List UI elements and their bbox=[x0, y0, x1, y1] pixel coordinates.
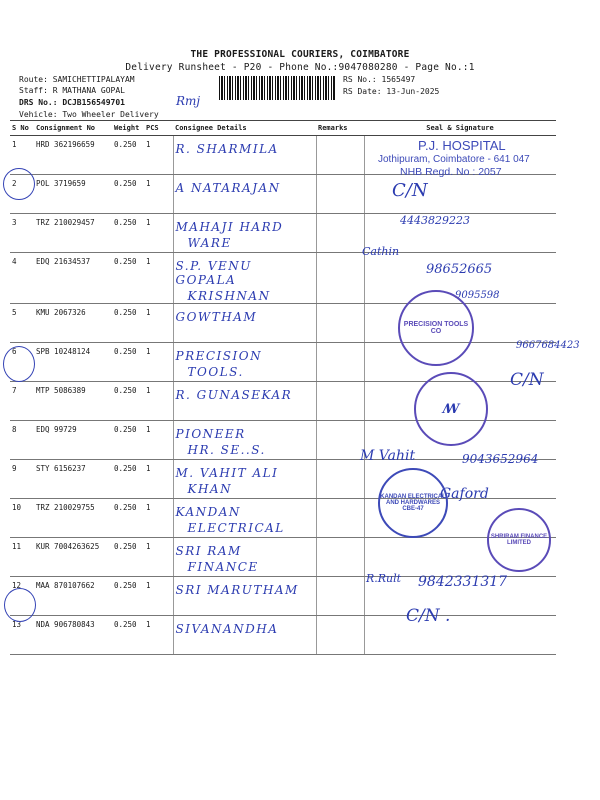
table-row bbox=[10, 538, 556, 577]
cell-pcs: 1 bbox=[144, 214, 173, 253]
consignee-line1: SRI MARUTHAM bbox=[175, 583, 299, 597]
cn-mark: C/N . bbox=[406, 606, 451, 626]
cell-consignee bbox=[173, 304, 316, 343]
cell-consignment: KUR 7004263625 bbox=[34, 538, 112, 577]
cell-consignee bbox=[173, 460, 316, 499]
table-row bbox=[10, 304, 556, 343]
hospital-stamp-regd: NHB Regd. No : 2057 bbox=[400, 166, 502, 178]
cell-consignee bbox=[173, 253, 316, 304]
round-seal-stamp: ꟿ bbox=[414, 372, 488, 446]
cell-sno: 6 bbox=[10, 343, 34, 382]
cell-pcs: 1 bbox=[144, 343, 173, 382]
cell-consignment: TRZ 210029755 bbox=[34, 499, 112, 538]
cell-sno: 13 bbox=[10, 616, 34, 655]
kandan-electrical-stamp: KANDAN ELECTRICAL AND HARDWARES CBE-47 bbox=[378, 468, 448, 538]
cell-sno: 9 bbox=[10, 460, 34, 499]
consignee-line2: TOOLS. bbox=[187, 365, 244, 379]
cell-consignee bbox=[173, 538, 316, 577]
signature: Cathin bbox=[362, 245, 400, 258]
cell-consignee bbox=[173, 616, 316, 655]
table-row bbox=[10, 214, 556, 253]
cell-sno: 11 bbox=[10, 538, 34, 577]
cell-pcs: 1 bbox=[144, 175, 173, 214]
cell-consignment: EDQ 21634537 bbox=[34, 253, 112, 304]
col-header-consignment: Consignment No bbox=[34, 121, 112, 136]
cell-pcs: 1 bbox=[144, 499, 173, 538]
cell-consignment: MTP 5086389 bbox=[34, 382, 112, 421]
cell-consignment: KMU 2067326 bbox=[34, 304, 112, 343]
cell-consignee bbox=[173, 421, 316, 460]
cell-remarks bbox=[316, 616, 364, 655]
cell-sno: 3 bbox=[10, 214, 34, 253]
cell-consignee bbox=[173, 382, 316, 421]
col-header-consignee: Consignee Details bbox=[173, 121, 316, 136]
consignee-line2: KRISHNAN bbox=[187, 289, 271, 303]
cell-weight: 0.250 bbox=[112, 382, 144, 421]
consignee-line2: ELECTRICAL bbox=[187, 521, 285, 535]
cell-consignment: NDA 906780843 bbox=[34, 616, 112, 655]
consignee-line2: KHAN bbox=[187, 482, 233, 496]
cell-pcs: 1 bbox=[144, 382, 173, 421]
shriram-finance-stamp: SHRIRAM FINANCE LIMITED bbox=[487, 508, 551, 572]
hospital-stamp-title: P.J. HOSPITAL bbox=[418, 138, 506, 153]
cell-pcs: 1 bbox=[144, 421, 173, 460]
cell-remarks bbox=[316, 175, 364, 214]
cell-remarks bbox=[316, 382, 364, 421]
consignee-line1: A NATARAJAN bbox=[175, 181, 281, 195]
precision-tools-stamp: PRECISION TOOLS CO bbox=[398, 290, 474, 366]
scribble-mark: Rmj bbox=[176, 94, 201, 108]
consignee-line1: R. GUNASEKAR bbox=[175, 388, 293, 402]
cell-weight: 0.250 bbox=[112, 304, 144, 343]
cn-mark: C/N bbox=[392, 180, 428, 201]
handwritten-phone: 98652665 bbox=[426, 262, 493, 277]
cell-pcs: 1 bbox=[144, 460, 173, 499]
cell-weight: 0.250 bbox=[112, 577, 144, 616]
cell-pcs: 1 bbox=[144, 304, 173, 343]
consignee-line1: S.P. VENU GOPALA bbox=[175, 259, 252, 287]
cell-consignee bbox=[173, 214, 316, 253]
handwritten-circle bbox=[4, 588, 36, 622]
cell-consignee bbox=[173, 136, 316, 175]
consignee-line2: HR. SE..S. bbox=[187, 443, 266, 457]
consignee-line1: M. VAHIT ALI bbox=[175, 466, 279, 480]
rs-number: RS No.: 1565497 bbox=[343, 75, 416, 84]
signature: R.Rult bbox=[366, 572, 402, 585]
cell-sno: 5 bbox=[10, 304, 34, 343]
cell-pcs: 1 bbox=[144, 253, 173, 304]
cell-weight: 0.250 bbox=[112, 136, 144, 175]
cell-remarks bbox=[316, 577, 364, 616]
cell-weight: 0.250 bbox=[112, 460, 144, 499]
cell-remarks bbox=[316, 538, 364, 577]
cell-sno: 10 bbox=[10, 499, 34, 538]
table-row bbox=[10, 499, 556, 538]
cell-weight: 0.250 bbox=[112, 253, 144, 304]
consignee-line1: SIVANANDHA bbox=[175, 622, 279, 636]
route-label: Route: SAMICHETTIPALAYAM bbox=[19, 75, 135, 84]
cell-remarks bbox=[316, 214, 364, 253]
cell-consignee bbox=[173, 175, 316, 214]
cell-weight: 0.250 bbox=[112, 343, 144, 382]
cell-consignment: POL 3719659 bbox=[34, 175, 112, 214]
cell-remarks bbox=[316, 343, 364, 382]
cell-remarks bbox=[316, 136, 364, 175]
cell-sno: 8 bbox=[10, 421, 34, 460]
handwritten-circle bbox=[3, 168, 35, 200]
cell-weight: 0.250 bbox=[112, 616, 144, 655]
cell-pcs: 1 bbox=[144, 616, 173, 655]
col-header-remarks: Remarks bbox=[316, 121, 364, 136]
cell-consignee bbox=[173, 577, 316, 616]
document-title: THE PROFESSIONAL COURIERS, COIMBATORE bbox=[190, 49, 410, 60]
cell-weight: 0.250 bbox=[112, 214, 144, 253]
handwritten-phone: 9842331317 bbox=[418, 574, 508, 590]
table-header-row bbox=[10, 121, 556, 136]
cell-weight: 0.250 bbox=[112, 538, 144, 577]
col-header-seal: Seal & Signature bbox=[364, 121, 556, 136]
handwritten-phone: 9095598 bbox=[455, 290, 500, 301]
cn-mark: C/N bbox=[510, 370, 544, 390]
col-header-weight: Weight bbox=[112, 121, 144, 136]
cell-weight: 0.250 bbox=[112, 421, 144, 460]
cell-sno: 12 bbox=[10, 577, 34, 616]
consignee-line1: GOWTHAM bbox=[175, 310, 258, 324]
vehicle-label: Vehicle: Two Wheeler Delivery bbox=[19, 110, 159, 119]
consignee-line1: MAHAJI HARD bbox=[175, 220, 284, 234]
consignee-line1: KANDAN bbox=[175, 505, 241, 519]
table-row bbox=[10, 616, 556, 655]
consignee-line1: PRECISION bbox=[175, 349, 263, 363]
cell-remarks bbox=[316, 304, 364, 343]
cell-remarks bbox=[316, 421, 364, 460]
barcode bbox=[219, 76, 336, 100]
cell-sno: 1 bbox=[10, 136, 34, 175]
cell-pcs: 1 bbox=[144, 577, 173, 616]
cell-consignment: HRD 362196659 bbox=[34, 136, 112, 175]
cell-seal bbox=[364, 616, 556, 655]
cell-remarks bbox=[316, 460, 364, 499]
consignee-line2: FINANCE bbox=[187, 560, 259, 574]
cell-pcs: 1 bbox=[144, 136, 173, 175]
cell-remarks bbox=[316, 253, 364, 304]
consignee-line1: PIONEER bbox=[175, 427, 246, 441]
cell-consignment: MAA 870107662 bbox=[34, 577, 112, 616]
signature: Gaford bbox=[440, 486, 489, 502]
consignee-line1: R. SHARMILA bbox=[175, 142, 279, 156]
drs-number: DRS No.: DCJB156549701 bbox=[19, 98, 125, 107]
rs-date: RS Date: 13-Jun-2025 bbox=[343, 87, 440, 96]
handwritten-phone: 9043652964 bbox=[462, 452, 539, 466]
hospital-stamp-address: Jothipuram, Coimbatore - 641 047 bbox=[378, 154, 530, 165]
cell-consignment: SPB 10248124 bbox=[34, 343, 112, 382]
cell-pcs: 1 bbox=[144, 538, 173, 577]
document-subtitle: Delivery Runsheet - P20 - Phone No.:9047080280 - Page No.:1 bbox=[125, 62, 475, 73]
cell-remarks bbox=[316, 499, 364, 538]
cell-consignment: TRZ 210029457 bbox=[34, 214, 112, 253]
cell-consignment: STY 6156237 bbox=[34, 460, 112, 499]
table-row bbox=[10, 343, 556, 382]
cell-consignee bbox=[173, 343, 316, 382]
cell-weight: 0.250 bbox=[112, 499, 144, 538]
table-row bbox=[10, 175, 556, 214]
consignee-line1: SRI RAM bbox=[175, 544, 242, 558]
cell-sno: 4 bbox=[10, 253, 34, 304]
handwritten-phone: 4443829223 bbox=[400, 214, 470, 227]
cell-consignee bbox=[173, 499, 316, 538]
col-header-sno: S No bbox=[10, 121, 34, 136]
handwritten-circle bbox=[3, 346, 35, 382]
handwritten-phone: 9667684423 bbox=[516, 340, 580, 351]
cell-consignment: EDQ 99729 bbox=[34, 421, 112, 460]
staff-label: Staff: R MATHANA GOPAL bbox=[19, 86, 125, 95]
col-header-pcs: PCS bbox=[144, 121, 173, 136]
cell-sno: 2 bbox=[10, 175, 34, 214]
consignee-line2: WARE bbox=[187, 236, 232, 250]
signature: M Vahit bbox=[360, 448, 416, 464]
cell-sno: 7 bbox=[10, 382, 34, 421]
cell-weight: 0.250 bbox=[112, 175, 144, 214]
